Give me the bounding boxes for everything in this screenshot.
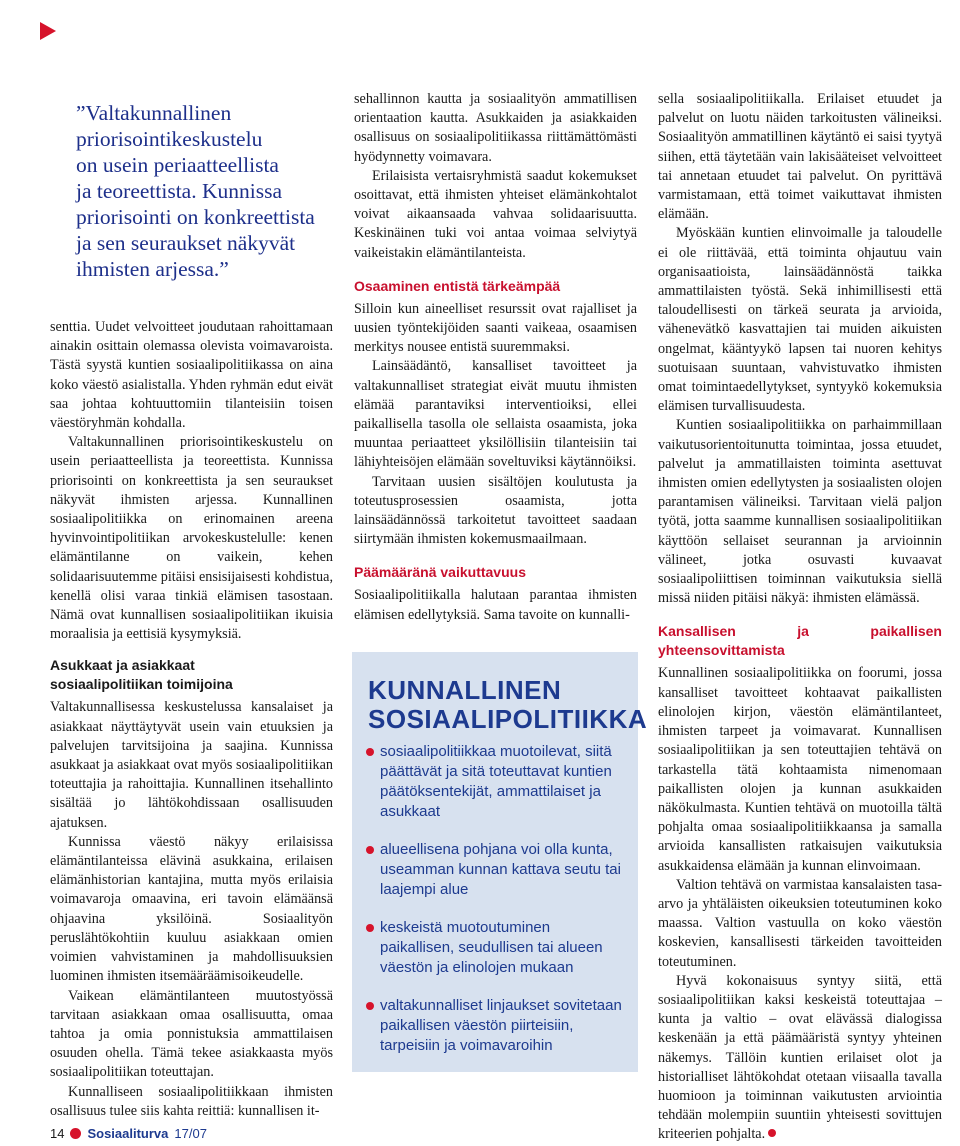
page-number: 14 [50, 1126, 65, 1141]
list-item-text: valtakunnalliset linjaukset sovitetaan paikallisen väestön piirteisiin, tarpeisiin ja voimavaroihin [380, 997, 622, 1054]
list-item [366, 918, 628, 978]
article-column-1 [50, 318, 333, 1121]
pull-quote-line: priorisointikeskustelu [76, 127, 263, 151]
pull-quote [76, 100, 346, 282]
page-footer [50, 1126, 207, 1141]
paragraph: Lainsäädäntö, kansalliset tavoitteet ja valtakunnalliset strategiat eivät muutu ihmisten elämää parantaviksi interventioiksi, ellei paikallisella tasolla ole sellaista osaamista, joka muuntaa periaatteet yksilöllisiin tilanteisiin tai lähiyhteisöjen elämään soveltuviksi käytännöiksi. [354, 358, 637, 471]
list-item [366, 840, 628, 900]
paragraph: senttia. Uudet velvoitteet joudutaan rahoittamaan ainakin osittain olemassa olevista voimavaroista. Tästä syystä kuntien sosiaalipolitiikassa on aina koko väestö asialistalla. Yhden ryhmän edut eivät saa johtaa kohtuuttomiin tilanteisiin toisen väestöryhmän kohdalla. [50, 319, 333, 432]
paragraph: Vaikean elämäntilanteen muutostyössä tarvitaan asiakkaan omaa osallisuutta, omaa tahtoa ja omia ponnistuksia ammattilaisen osuuden ohella. Tämä tekee asiakkaasta myös sosiaalipolitiikan toteuttajan. [50, 987, 333, 1081]
list-item [366, 996, 628, 1056]
section-heading: Kansallisen ja paikallisen yhteensovittamista [658, 623, 942, 659]
end-mark-icon [768, 1129, 776, 1137]
magazine-name: Sosiaaliturva [87, 1126, 169, 1141]
list-item-text: keskeistä muotoutuminen paikallisen, seudullisen tai alueen väestön ja elinolojen mukaan [380, 919, 603, 976]
info-box-title [368, 676, 647, 734]
paragraph: Kunnalliseen sosiaalipolitiikkaan ihmisten osallisuus tulee siis kahta reittiä: kunnallisen it- [50, 1083, 333, 1119]
pull-quote-line: ja sen seuraukset näkyvät [76, 231, 296, 255]
paragraph: Kunnallinen sosiaalipolitiikka on foorumi, jossa kansalliset tavoitteet kohtaavat paikallisten elinolojen kirjon, väestön elämäntilanteet, ihmisten tarpeet ja voimavarat. Kunnallisen sosiaalipolitiikan ja sen toteuttajien tehtävä on tarkastella tätä kohtaamista nimenomaan paikallisten olojen ja kunnan asukkaiden näkökulmasta. Kuntien tehtävä on muotoilla tältä pohjalta omaa sosiaalipolitiikkaansa ja samalla arvioida kansallisten ratkaisujen vaikutuksia asukkaidensa elämään ja kunnan elinvoimaan. [658, 665, 942, 874]
pull-quote-line: ihmisten arjessa.” [76, 257, 229, 281]
section-heading: Osaaminen entistä tärkeämpää [354, 277, 561, 294]
paragraph-text: Hyvä kokonaisuus syntyy siitä, että sosiaalipolitiikan kaksi keskeistä toteuttajaa – kunta ja valtio – ovat elävässä dialogissa keskenään ja että päämääristä syntyy yhteinen näkemys. Tällöin kuntien erilaiset olot ja historialliset lähtökohdat otetaan viisaalla tavalla huomioon ja toiminnan vaikutusten arviointia tehdään molempiin suuntiin yhteisesti sovittujen kriteerien pohjalta. [658, 972, 942, 1143]
pull-quote-line: priorisointi on konkreettista [76, 205, 315, 229]
paragraph: Erilaisista vertaisryhmistä saadut kokemukset osoittavat, että ihmisten yhteiset elämänkohtalot voivat aikaansaada vahvaa solidaarisuutta. Keskinäinen tuki voi antaa voimaa selviytyä vaikeistakin elämäntilanteista. [354, 167, 637, 261]
paragraph: sehallinnon kautta ja sosiaalityön ammatillisen orientaation kautta. Asukkaiden ja asiakkaiden osallisuus on sosiaalipolitiikassa riittämättömästi hyödynnetty voimavara. [354, 91, 637, 165]
bullet-dot-icon [366, 1002, 374, 1010]
info-box [352, 652, 648, 1072]
article-column-3 [658, 90, 942, 1145]
info-box-title-line: KUNNALLINEN [368, 675, 562, 705]
bullet-dot-icon [366, 748, 374, 756]
paragraph [658, 972, 942, 1145]
bullet-dot-icon [366, 924, 374, 932]
list-item [366, 742, 628, 822]
pull-quote-line: ”Valtakunnallinen [76, 101, 232, 125]
corner-arrow-icon [40, 22, 56, 40]
article-column-2 [354, 90, 637, 625]
section-heading-line: Asukkaat ja asiakkaat [50, 657, 195, 674]
section-heading [50, 656, 333, 694]
info-box-title-line: SOSIAALIPOLITIIKKA [368, 704, 648, 734]
footer-dot-icon [70, 1128, 81, 1139]
paragraph: sella sosiaalipolitiikalla. Erilaiset etuudet ja palvelut on luotu näiden tarkoitusten välineiksi. Sosiaalityön ammatillinen käytäntö ei saisi tyytyä siihen, että täytetään vain lakisääteiset velvoitteet tai annetaan etuudet tai palvelut. On pyrittävä varmistamaan, että toimet vaikuttavat ihmisten elämään. [658, 91, 942, 223]
paragraph: Valtion tehtävä on varmistaa kansalaisten tasa-arvo ja yhtäläisten oikeuksien toteutuminen koko maassa. Valtion vastuulla on koko väestön koskevien, kansallisesti tärkeiden tavoitteiden toteutuminen. [658, 876, 942, 970]
bullet-dot-icon [366, 846, 374, 854]
paragraph: Silloin kun aineelliset resurssit ovat rajalliset ja uusien työntekijöiden saanti vaikeaa, osaamisen merkitys nousee entistä suuremmaksi. [354, 300, 637, 356]
paragraph: Tarvitaan uusien sisältöjen koulutusta ja toteutusprosessien osaamista, jotta lainsäädännössä tarkoitetut tavoitteet saadaan siirtymään ihmisten kokemusmaailmaan. [354, 473, 637, 548]
paragraph: Kunnissa väestö näkyy erilaisissa elämäntilanteissa elävinä asukkaina, erilaisen elämänhistorian kantajina, mutta myös erilaisia voimavaroja omaavina, eri tavoin elämäänsä ohjaavina yksilöinä. Sosiaalityön peruslähtökohtiin kuuluu asiakkaan omien voimien vahvistaminen ja mahdollisuuksien luominen ihmisten itsemääräämisoikeudelle. [50, 833, 333, 985]
pull-quote-line: ja teoreettista. Kunnissa [76, 179, 282, 203]
paragraph: Valtakunnallinen priorisointikeskustelu on usein periaatteellista ja teoreettista. Kunnissa priorisointi on konkreettista ja sen seuraukset näkyvät ihmisten arjessa. Kunnallinen sosiaalipolitiikka on erinomainen areena hyvinvointipolitiikan arvokeskustelulle: kenen elämäntilanne on vaikein, kehen solidaarisuutemme pitäisi ensisijaisesti kohdistua, kenellä olisi varaa tinkiä elämisen tasostaan. Nämä ovat kunnallisen sosiaalipolitiikan ikuisia moraalisia ja eettisiä kysymyksiä. [50, 434, 333, 643]
list-item-text: sosiaalipolitiikkaa muotoilevat, siitä päättävät ja sitä toteuttavat kuntien päätöksentekijät, ammattilaiset ja asukkaat [380, 743, 612, 820]
section-heading: Päämääränä vaikuttavuus [354, 564, 526, 581]
paragraph: Valtakunnallisessa keskustelussa kansalaiset ja asiakkaat näyttäytyvät usein vain etuuksien ja palvelujen tarvitsijoina ja saajina. Kunnissa asukkaat ja asiakkaat ovat myös sosiaalipolitiikan toteuttajia ja rahoittajia. Kunnallinen itsehallinto sisältää jo lähtökohdissaan osallisuuden ajatuksen. [50, 699, 333, 831]
info-box-list [366, 742, 628, 1074]
list-item-text: alueellisena pohjana voi olla kunta, useamman kunnan kattava seutu tai laajempi alue [380, 841, 621, 898]
section-heading-line: sosiaalipolitiikan toimijoina [50, 676, 233, 693]
paragraph: Kuntien sosiaalipolitiikka on parhaimmillaan vaikutusorientoitunutta toimintaa, jossa etuudet, palvelut ja ammatillaisten toiminta asettuvat ihmisten omien edellytysten ja sosiaalisten olojen parantamisen välineiksi. Tarvitaan vielä paljon työtä, jotta saamme kunnallisen sosiaalipolitiikan käyttöön sellaiset seurannan ja arvioinnin välineet, jotka osuvasti kuvaavat sosiaalipoliittisen toiminnan vaikutuksia siellä missä niiden pitäisi näkyä: ihmisten elämässä. [658, 417, 942, 607]
issue-number: 17/07 [174, 1126, 207, 1141]
paragraph: Myöskään kuntien elinvoimalle ja taloudelle ei ole riittävää, että toiminta ohjautuu vain organisaatioista, lainsäädännöstä taikka ammattilaisten työstä. Sekä inhimillisesti että taloudellisesti on tärkeä seurata ja arvioida, vähenevätkö kasvattajien tai muiden aikuisten ongelmat, kääntyykö lapsen tai nuoren kehitys suotuisaan suuntaan, vahvistuvatko ihmisten omat toimintaedellytykset, syntyykö kokemuksia elämisen turvallisuudesta. [658, 225, 942, 415]
pull-quote-line: on usein periaatteellista [76, 153, 279, 177]
paragraph: Sosiaalipolitiikalla halutaan parantaa ihmisten elämisen edellytyksiä. Sama tavoite on kunnalli- [354, 587, 637, 623]
